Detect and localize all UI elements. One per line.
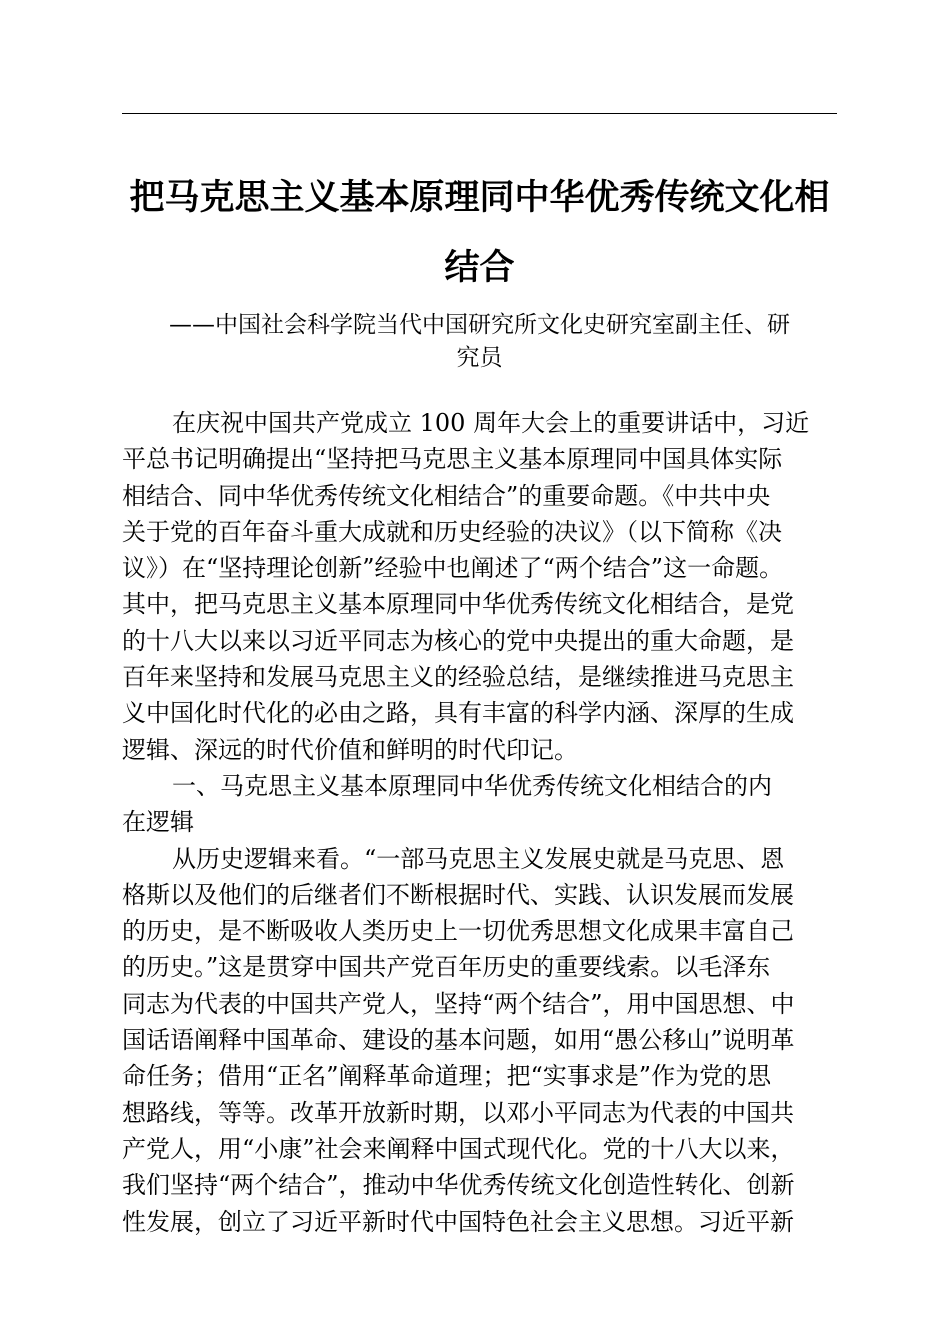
header-rule	[122, 113, 837, 114]
paragraph-line: 相结合、同中华优秀传统文化相结合”的重要命题。《中共中央	[122, 481, 771, 510]
title-line-2: 结合	[444, 248, 515, 288]
paragraph-line: 的历史。”这是贯穿中国共产党百年历史的重要线索。以毛泽东	[122, 953, 771, 982]
paragraph-line: 国话语阐释中国革命、建设的基本问题，如用“愚公移山”说明革	[122, 1026, 795, 1055]
paragraph-line: 我们坚持“两个结合”，推动中华优秀传统文化创造性转化、创新	[122, 1171, 795, 1200]
paragraph-line: 逻辑、深远的时代价值和鲜明的时代印记。	[122, 735, 578, 764]
paragraph-line: 其中，把马克思主义基本原理同中华优秀传统文化相结合，是党	[122, 590, 794, 619]
paragraph-line: 关于党的百年奋斗重大成就和历史经验的决议》（以下简称《决	[122, 517, 782, 546]
section-heading-line: 一、马克思主义基本原理同中华优秀传统文化相结合的内	[172, 771, 772, 800]
title-line-1: 把马克思主义基本原理同中华优秀传统文化相	[129, 178, 830, 218]
paragraph-line: 议》）在“坚持理论创新”经验中也阐述了“两个结合”这一命题。	[122, 554, 784, 583]
paragraph-line: 义中国化时代化的必由之路，具有丰富的科学内涵、深厚的生成	[122, 699, 794, 728]
subtitle-line-2: 究员	[456, 345, 503, 371]
section-heading-line: 在逻辑	[122, 808, 194, 837]
paragraph-line: 在庆祝中国共产党成立 100 周年大会上的重要讲话中，习近	[172, 409, 810, 437]
paragraph-line: 命任务；借用“正名”阐释革命道理；把“实事求是”作为党的思	[122, 1062, 772, 1091]
paragraph-line: 从历史逻辑来看。“一部马克思主义发展史就是马克思、恩	[172, 844, 785, 873]
paragraph-line: 的历史，是不断吸收人类历史上一切优秀思想文化成果丰富自己	[122, 917, 794, 946]
paragraph-line: 想路线，等等。改革开放新时期，以邓小平同志为代表的中国共	[122, 1098, 794, 1127]
paragraph-line: 的十八大以来以习近平同志为核心的党中央提出的重大命题，是	[122, 626, 794, 655]
paragraph-line: 产党人，用“小康”社会来阐释中国式现代化。党的十八大以来，	[122, 1134, 795, 1163]
body-text	[122, 405, 838, 1240]
paragraph-line: 平总书记明确提出“坚持把马克思主义基本原理同中国具体实际	[122, 445, 783, 474]
subtitle-line-1: ——中国社会科学院当代中国研究所文化史研究室副主任、研	[169, 312, 790, 338]
paragraph-line: 同志为代表的中国共产党人，坚持“两个结合”，用中国思想、中	[122, 989, 795, 1018]
paragraph-line: 百年来坚持和发展马克思主义的经验总结，是继续推进马克思主	[122, 663, 794, 692]
paragraph-line: 性发展，创立了习近平新时代中国特色社会主义思想。习近平新	[122, 1207, 794, 1236]
paragraph-line: 格斯以及他们的后继者们不断根据时代、实践、认识发展而发展	[122, 880, 794, 909]
